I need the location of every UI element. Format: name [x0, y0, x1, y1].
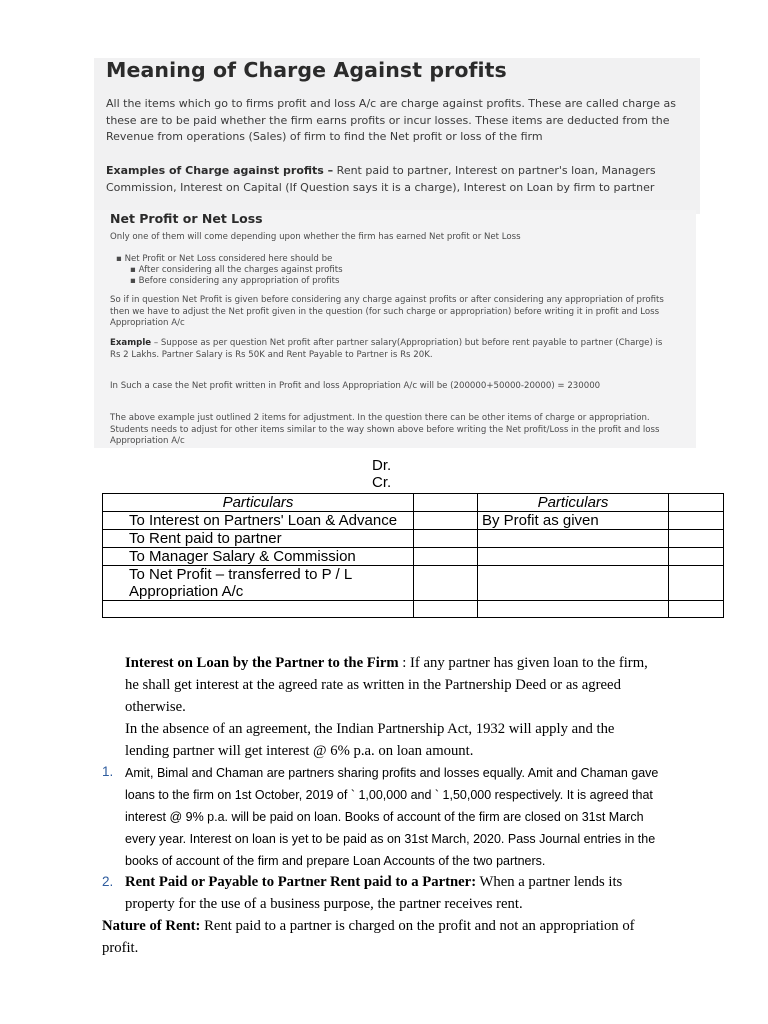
row-right — [478, 566, 669, 601]
row-amount-right — [669, 548, 724, 566]
row-amount-left — [414, 601, 478, 618]
bullet-1a-text: After considering all the charges against profits — [138, 265, 343, 275]
header-particulars-right: Particulars — [478, 494, 669, 512]
row-amount-right — [669, 566, 724, 601]
interest-heading: Interest on Loan by the Partner to the Firm — [125, 655, 399, 671]
header-amount-right — [669, 494, 724, 512]
list-number-2: 2. — [102, 874, 114, 889]
row-left: To Interest on Partners' Loan & Advance — [103, 512, 414, 530]
charge-against-profits-image — [94, 58, 700, 214]
table-row — [103, 548, 724, 566]
image2-para2: So if in question Net Profit is given before considering any charge against profits or after considering any appropriation of profits then we have to adjust the Net profit given in the question (for such charge or appropriation) before writing it in profit and Loss Appropriation A/c — [110, 295, 664, 329]
examples-text: Rent paid to partner, Interest on partner's loan, Managers Commission, Interest on Capital (If Question says it is a charge), Interest on Loan by firm to partner — [106, 164, 656, 194]
row-right: By Profit as given — [478, 512, 669, 530]
row-left — [103, 601, 414, 618]
image1-title: Meaning of Charge Against profits — [106, 58, 507, 82]
interest-text: : If any partner has given loan to the firm, he shall get interest at the agreed rate as written in the Partnership Deed or as agreed otherwise. — [125, 655, 648, 715]
list-number-1: 1. — [102, 764, 114, 779]
image2-para4: The above example just outlined 2 items for adjustment. In the question there can be other items of charge or appropriation. Students needs to adjust for other items similar to the way shown above before writing the Net profit/Loss in the profit and loss Appropriation A/c — [110, 413, 660, 447]
row-amount-left — [414, 566, 478, 601]
nature-paragraph — [102, 915, 672, 959]
row-amount-left — [414, 512, 478, 530]
net-profit-image — [94, 210, 696, 448]
image2-line1: Only one of them will come depending upon whether the firm has earned Net profit or Net Loss — [110, 232, 521, 242]
table-row — [103, 566, 724, 601]
image1-paragraph: All the items which go to firms profit and loss A/c are charge against profits. These are called charge as these are to be paid whether the firm earns profits or incur losses. These items are deducted from the Revenue from operations (Sales) of firm to find the Net profit or loss of the firm — [106, 97, 677, 144]
image2-example — [110, 338, 670, 361]
row-left: To Manager Salary & Commission — [103, 548, 414, 566]
examples-label: Examples of Charge against profits – — [106, 164, 334, 177]
nature-heading: Nature of Rent: — [102, 918, 201, 934]
example-label: Example — [110, 338, 152, 348]
row-amount-left — [414, 548, 478, 566]
row-left: To Net Profit – transferred to P / L Appropriation A/c — [103, 566, 414, 601]
table-header-row — [103, 494, 724, 512]
nature-text: Rent paid to a partner is charged on the profit and not an appropriation of profit. — [102, 918, 635, 956]
table-row — [103, 512, 724, 530]
dr-label: Dr. — [372, 457, 392, 474]
bullet-1a: ▪ After considering all the charges against profits — [130, 265, 343, 275]
image1-examples — [106, 163, 702, 196]
row-amount-right — [669, 530, 724, 548]
header-particulars-left: Particulars — [103, 494, 414, 512]
row-right — [478, 530, 669, 548]
item2-heading: Rent Paid or Payable to Partner Rent paid to a Partner: — [125, 874, 477, 890]
list-item-2 — [125, 871, 665, 915]
list-item-1: Amit, Bimal and Chaman are partners sharing profits and losses equally. Amit and Chaman gave loans to the firm on 1st October, 2019 of ` 1,00,000 and ` 1,50,000 respectively. It is agreed that interest @ 9% p.a. will be paid on loan. Books of account of the firm are closed on 31st March every year. Interest on loan is yet to be paid as on 31st March, 2020. Pass Journal entries in the books of account of the firm and prepare Loan Accounts of the two partners. — [125, 766, 659, 868]
row-amount-right — [669, 512, 724, 530]
absence-paragraph: In the absence of an agreement, the Indian Partnership Act, 1932 will apply and the lending partner will get interest @ 6% p.a. on loan amount. — [125, 721, 615, 759]
bullet-1-text: Net Profit or Net Loss considered here should be — [124, 254, 333, 264]
bullet-1b: ▪ Before considering any appropriation of profits — [130, 276, 340, 286]
image2-title: Net Profit or Net Loss — [110, 211, 263, 226]
profit-loss-table — [102, 493, 724, 618]
interest-paragraph — [125, 652, 655, 718]
example-text: – Suppose as per question Net profit after partner salary(Appropriation) but before rent payable to partner (Charge) is Rs 2 Lakhs. Partner Salary is Rs 50K and Rent Payable to Partner is Rs 20K. — [110, 338, 663, 360]
row-amount-left — [414, 530, 478, 548]
row-amount-right — [669, 601, 724, 618]
table-row — [103, 530, 724, 548]
row-right — [478, 548, 669, 566]
row-left: To Rent paid to partner — [103, 530, 414, 548]
cr-label: Cr. — [372, 474, 392, 491]
row-right — [478, 601, 669, 618]
table-row — [103, 601, 724, 618]
image2-para3: In Such a case the Net profit written in Profit and loss Appropriation A/c will be (200000+50000-20000) = 230000 — [110, 381, 601, 391]
header-amount-left — [414, 494, 478, 512]
bullet-1b-text: Before considering any appropriation of profits — [138, 276, 340, 286]
bullet-1: ▪ Net Profit or Net Loss considered here should be — [116, 254, 333, 264]
item2-text: When a partner lends its property for the use of a business purpose, the partner receives rent. — [125, 874, 623, 912]
